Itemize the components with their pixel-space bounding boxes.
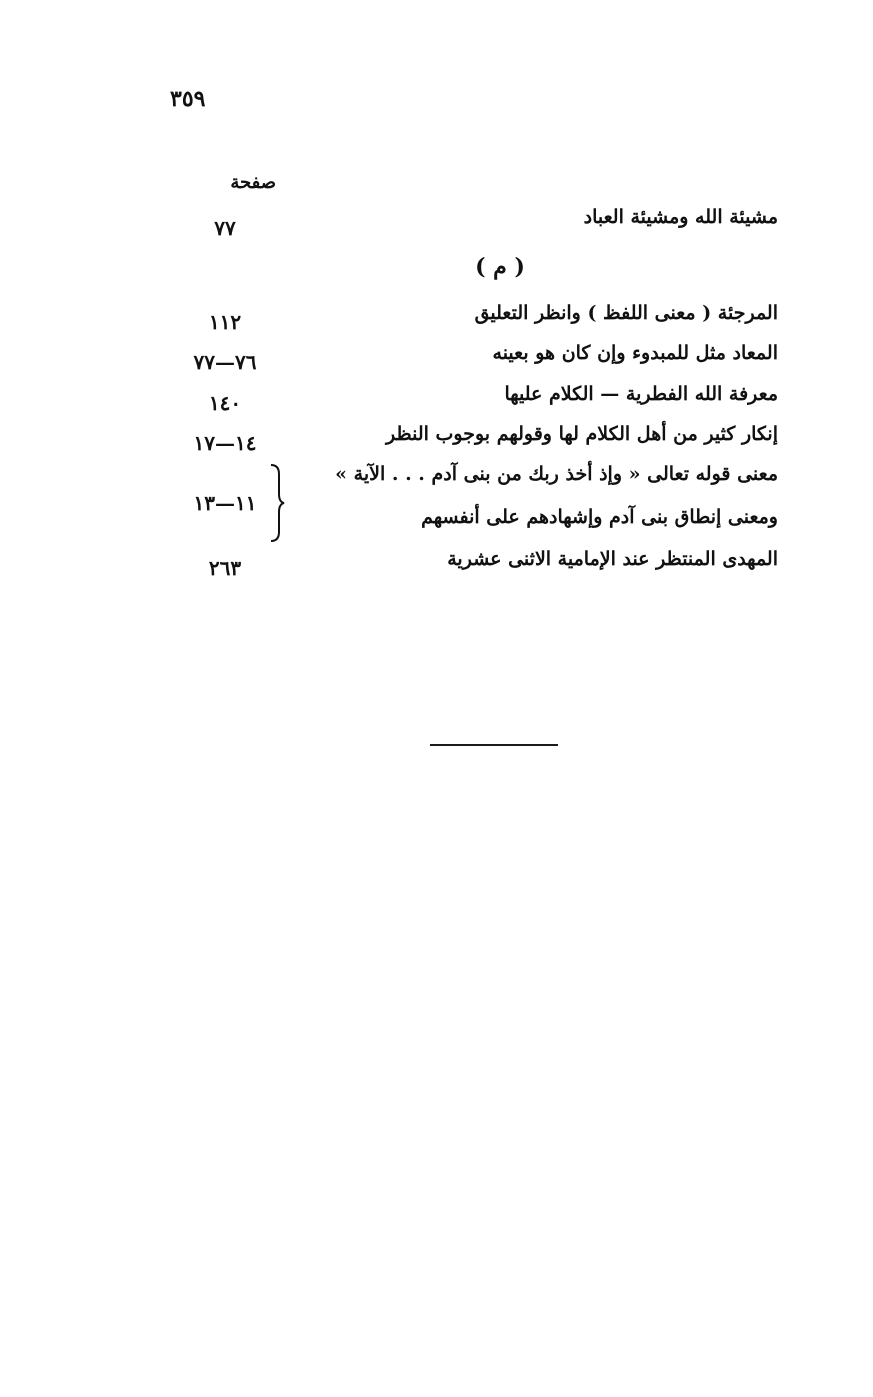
index-entry-page: ١٤٠ xyxy=(208,391,242,415)
index-entry-page: ٧٧ xyxy=(214,216,236,240)
index-entry-page: ١٤—١٧ xyxy=(193,431,257,455)
section-letter: ( م ) xyxy=(475,254,525,280)
index-entry-page: ٧٦—٧٧ xyxy=(193,350,257,374)
index-entry-page: ١١٢ xyxy=(208,310,242,334)
index-entry-text: معنى قوله تعالى « وإذ أخذ ربك من بنى آدم . . . الآية » xyxy=(335,463,778,485)
index-entry-text: معرفة الله الفطرية — الكلام عليها xyxy=(504,383,778,405)
index-entry-page: ٢٦٣ xyxy=(208,556,242,580)
index-entry-text: إنكار كثير من أهل الكلام لها وقولهم بوجوب النظر xyxy=(386,423,778,445)
index-entry-page: ١١—١٣ xyxy=(193,491,257,515)
brace-icon xyxy=(267,464,285,542)
index-entry-text: المعاد مثل للمبدوء وإن كان هو بعينه xyxy=(492,342,778,364)
end-rule xyxy=(430,744,558,746)
index-entry-text: المهدى المنتظر عند الإمامية الاثنى عشرية xyxy=(447,548,778,570)
index-entry-text: ومعنى إنطاق بنى آدم وإشهادهم على أنفسهم xyxy=(421,506,778,528)
page-column-header: صفحة xyxy=(230,172,276,193)
index-entry-text: مشيئة الله ومشيئة العباد xyxy=(583,206,778,228)
index-entry-text: المرجئة ( معنى اللفظ ) وانظر التعليق xyxy=(474,302,778,324)
page-number: ٣٥٩ xyxy=(170,86,206,112)
